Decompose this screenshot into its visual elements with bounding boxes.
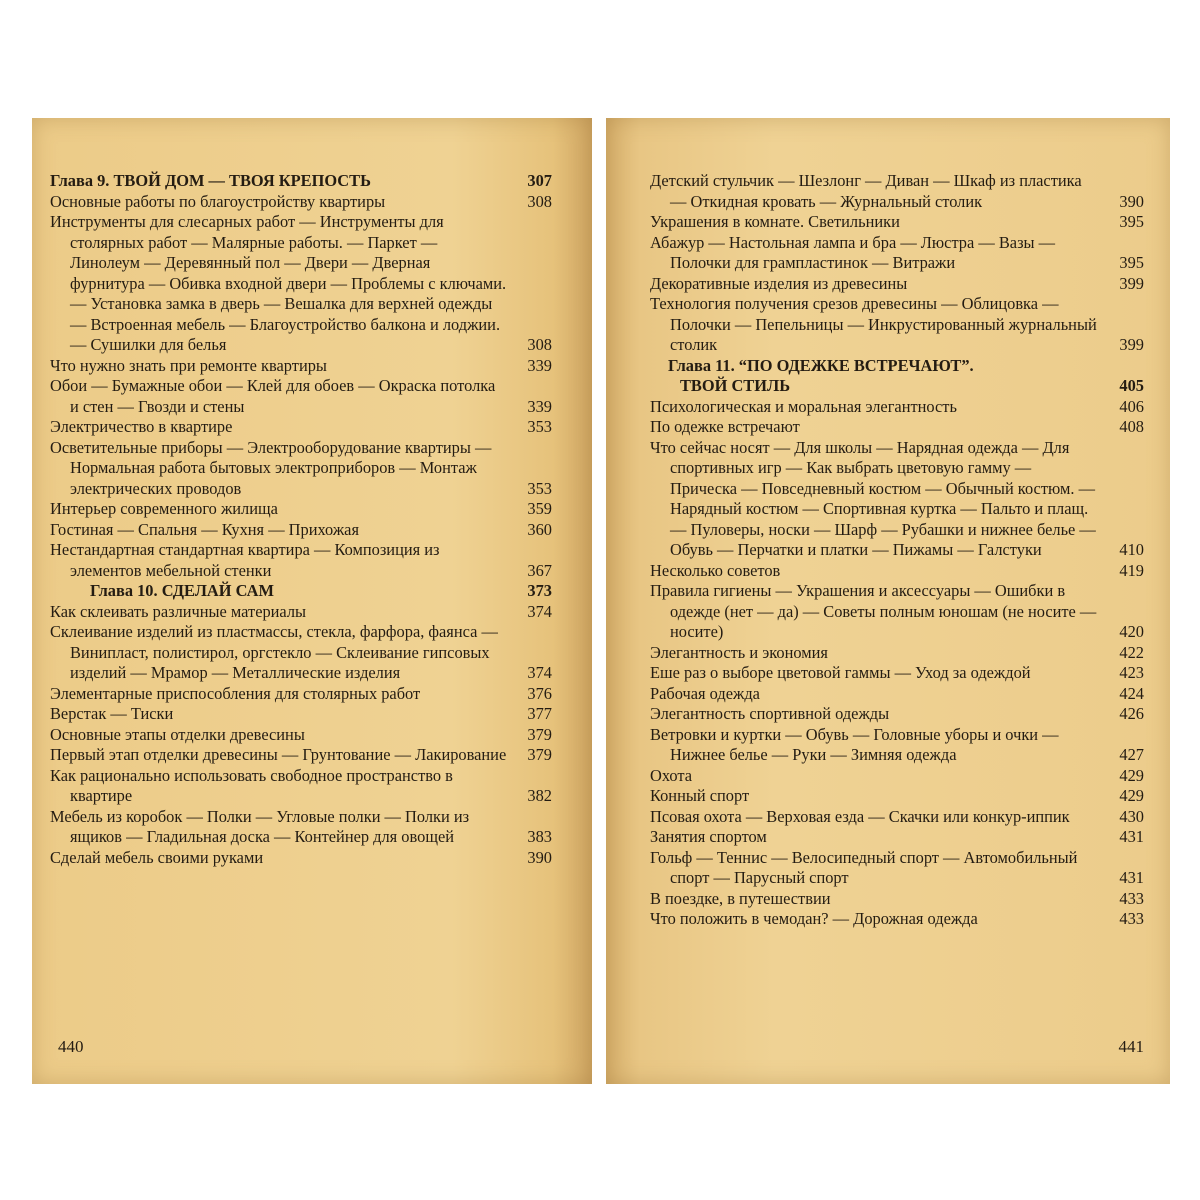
entry-page: 308 (527, 335, 552, 354)
entry-title: Обои — Бумажные обои — Клей для обоев — Окраска потолка и стен — Гвозди и стены (50, 376, 496, 416)
entry-title: Элементарные приспособления для столярных работ (50, 683, 421, 703)
right-page (606, 118, 1170, 1084)
entry-title: Украшения в комнате. Светильники (650, 212, 900, 231)
toc-entry (650, 294, 1144, 356)
toc-entry (50, 848, 552, 869)
entry-title: Конный спорт (650, 786, 750, 805)
entry-title: В поездке, в путешествии (650, 888, 831, 908)
entry-page: 379 (527, 724, 552, 744)
entry-page: 353 (527, 417, 552, 436)
entry-title: Технология получения срезов древесины — Облицовка — Полочки — Пепельницы — Инкрустированный журнальный столик (650, 294, 1097, 354)
entry-page: 360 (527, 519, 552, 539)
entry-title: Психологическая и моральная элегантность (650, 396, 957, 416)
entry-title: Осветительные приборы — Электрооборудование квартиры — Нормальная работа бытовых электроприборов — Монтаж электрических проводов (50, 437, 492, 498)
toc-entry (50, 807, 552, 848)
chapter-title-line: ТВОЙ СТИЛЬ (680, 376, 791, 395)
entry-page: 423 (1119, 663, 1144, 682)
entry-title: Интерьер современного жилища (50, 499, 278, 518)
toc-entry (650, 581, 1144, 643)
toc-entry (650, 704, 1144, 725)
chapter-heading (50, 581, 552, 602)
toc-entry (650, 909, 1144, 930)
toc-entry (650, 212, 1144, 233)
page-number: 441 (1118, 1037, 1144, 1056)
toc-entry (650, 786, 1144, 807)
entry-title: Мебель из коробок — Полки — Угловые полки — Полки из ящиков — Гладильная доска — Контейнер для овощей (50, 806, 470, 846)
entry-page: 408 (1119, 417, 1144, 436)
entry-title: По одежке встречают (650, 417, 800, 436)
entry-title: Что нужно знать при ремонте квартиры (50, 355, 327, 375)
entry-title: Декоративные изделия из древесины (650, 273, 908, 293)
toc-entry (650, 417, 1144, 438)
entry-page: 406 (1119, 396, 1144, 416)
entry-page: 429 (1119, 786, 1144, 805)
entry-page: 367 (527, 560, 552, 580)
toc-entry (650, 171, 1144, 212)
toc-entry (50, 684, 552, 705)
entry-title: Охота (650, 765, 693, 785)
entry-page: 405 (1119, 376, 1144, 395)
entry-title: Детский стульчик — Шезлонг — Диван — Шкаф из пластика — Откидная кровать — Журнальный столик (650, 171, 1082, 211)
entry-page: 383 (527, 827, 552, 846)
toc-entry (50, 417, 552, 438)
entry-page: 377 (527, 704, 552, 723)
entry-page: 429 (1119, 765, 1144, 785)
page-number: 440 (58, 1037, 84, 1056)
entry-title: Первый этап отделки древесины — Грунтование — Лакирование (50, 745, 507, 764)
chapter-heading (50, 171, 552, 192)
entry-title: Глава 9. ТВОЙ ДОМ — ТВОЯ КРЕПОСТЬ (50, 171, 371, 190)
entry-page: 431 (1119, 827, 1144, 846)
entry-page: 399 (1119, 335, 1144, 354)
toc-entry (650, 725, 1144, 766)
entry-page: 424 (1119, 683, 1144, 703)
entry-page: 353 (527, 478, 552, 498)
toc-entry (650, 684, 1144, 705)
entry-title: Элегантность и экономия (650, 642, 828, 662)
toc-list-left (50, 171, 552, 868)
entry-page: 307 (527, 171, 552, 190)
entry-title: Инструменты для слесарных работ — Инструменты для столярных работ — Малярные работы. — Паркет — Линолеум — Деревянный пол — Двери — Дверная фурнитура — Обивка входной двери — Проблемы с ключами. — Установка замка в дверь — Вешалка для верхней одежды — Встроенная мебель — Благоустройство балкона и лоджии.— Сушилки для белья (50, 212, 507, 354)
entry-page: 399 (1119, 273, 1144, 293)
toc-entry (650, 561, 1144, 582)
toc-entry (50, 704, 552, 725)
entry-title (650, 356, 1100, 397)
entry-title: Глава 10. СДЕЛАЙ САМ (90, 581, 274, 600)
entry-title: Рабочая одежда (650, 683, 760, 703)
toc-entry (50, 745, 552, 766)
entry-page: 390 (527, 847, 552, 867)
entry-title: Что сейчас носят — Для школы — Нарядная одежда — Для спортивных игр — Как выбрать цветовую гамму — Прическа — Повседневный костюм — Обычный костюм. — Нарядный костюм — Спортивная куртка — Пальто и плащ. — Пуловеры, носки — Шарф — Рубашки и нижнее белье — Обувь — Перчатки и платки — Пижамы — Галстуки (650, 437, 1096, 559)
entry-page: 431 (1119, 868, 1144, 887)
entry-title: Абажур — Настольная лампа и бра — Люстра — Вазы — Полочки для грампластинок — Витражи (650, 232, 1056, 272)
entry-page: 339 (527, 396, 552, 416)
entry-title: Несколько советов (650, 560, 781, 580)
entry-page: 420 (1119, 622, 1144, 641)
entry-title: Еше раз о выборе цветовой гаммы — Уход за одеждой (650, 663, 1031, 682)
entry-title: Правила гигиены — Украшения и аксессуары — Ошибки в одежде (нет — да) — Советы полным юношам (не носите — носите) (650, 581, 1097, 641)
entry-page: 308 (527, 191, 552, 211)
entry-page: 374 (527, 663, 552, 682)
entry-page: 374 (527, 601, 552, 621)
toc-entry (650, 807, 1144, 828)
toc-entry (50, 376, 552, 417)
toc-entry (50, 602, 552, 623)
entry-page: 359 (527, 499, 552, 518)
entry-page: 373 (527, 581, 552, 600)
chapter-heading (650, 356, 1144, 397)
entry-title: Электричество в квартире (50, 417, 233, 436)
toc-entry (650, 438, 1144, 561)
entry-page: 382 (527, 786, 552, 805)
entry-title: Основные этапы отделки древесины (50, 724, 305, 744)
entry-page: 430 (1119, 806, 1144, 826)
toc-entry (50, 540, 552, 581)
toc-entry (50, 766, 552, 807)
entry-page: 339 (527, 355, 552, 375)
toc-entry (50, 212, 552, 356)
entry-title: Гольф — Теннис — Велосипедный спорт — Автомобильный спорт — Парусный спорт (650, 847, 1078, 887)
entry-page: 376 (527, 683, 552, 703)
entry-title: Склеивание изделий из пластмассы, стекла, фарфора, фаянса — Винипласт, полистирол, оргстекло — Склеивание гипсовых изделий — Мрамор — Металлические изделия (50, 622, 498, 682)
toc-entry (50, 520, 552, 541)
toc-entry (650, 274, 1144, 295)
toc-entry (50, 356, 552, 377)
entry-page: 390 (1119, 191, 1144, 211)
entry-page: 426 (1119, 704, 1144, 723)
entry-title: Сделай мебель своими руками (50, 847, 264, 867)
left-page (32, 118, 592, 1084)
chapter-title-line: Глава 11. “ПО ОДЕЖКЕ ВСТРЕЧАЮТ”. (668, 355, 974, 375)
entry-page: 419 (1119, 560, 1144, 580)
entry-page: 427 (1119, 745, 1144, 764)
entry-page: 395 (1119, 212, 1144, 231)
toc-entry (650, 643, 1144, 664)
toc-list-right (650, 171, 1144, 930)
toc-entry (50, 438, 552, 500)
entry-title: Элегантность спортивной одежды (650, 704, 890, 723)
entry-page: 379 (527, 745, 552, 764)
toc-entry (650, 848, 1144, 889)
toc-entry (650, 766, 1144, 787)
toc-entry (650, 233, 1144, 274)
entry-title: Гостиная — Спальня — Кухня — Прихожая (50, 519, 359, 539)
entry-page: 433 (1119, 888, 1144, 908)
toc-entry (650, 663, 1144, 684)
entry-title: Как рационально использовать свободное пространство в квартире (50, 765, 453, 805)
entry-title: Верстак — Тиски (50, 704, 174, 723)
toc-entry (50, 499, 552, 520)
entry-page: 410 (1119, 540, 1144, 559)
entry-page: 422 (1119, 642, 1144, 662)
toc-entry (650, 889, 1144, 910)
entry-title: Что положить в чемодан? — Дорожная одежда (650, 909, 978, 928)
entry-title: Занятия спортом (650, 827, 767, 846)
entry-page: 433 (1119, 909, 1144, 928)
toc-entry (650, 827, 1144, 848)
toc-entry (50, 192, 552, 213)
entry-title: Псовая охота — Верховая езда — Скачки или конкур-иппик (650, 806, 1070, 826)
entry-page: 395 (1119, 253, 1144, 272)
toc-entry (650, 397, 1144, 418)
entry-title: Нестандартная стандартная квартира — Композиция из элементов мебельной стенки (50, 540, 440, 580)
toc-entry (50, 725, 552, 746)
entry-title: Основные работы по благоустройству квартиры (50, 191, 386, 211)
entry-title: Как склеивать различные материалы (50, 601, 307, 621)
toc-entry (50, 622, 552, 684)
entry-title: Ветровки и куртки — Обувь — Головные уборы и очки — Нижнее белье — Руки — Зимняя одежда (650, 724, 1059, 764)
